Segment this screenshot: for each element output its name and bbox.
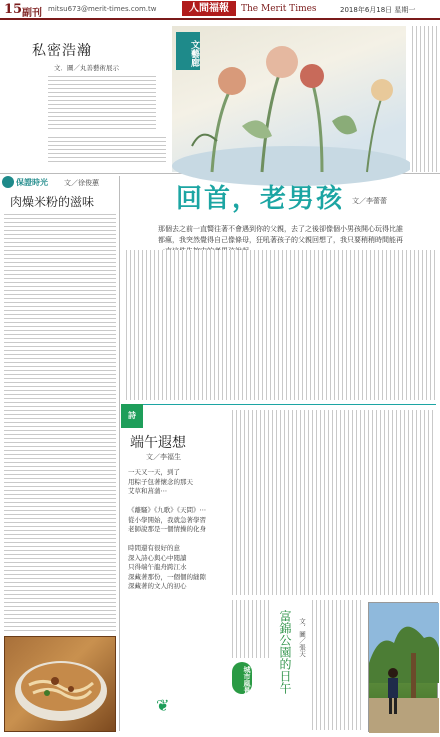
poem-line: 用粽子包著懷念的那天: [128, 477, 193, 486]
newspaper-logo: 人間福報: [182, 1, 236, 16]
art-gallery-badge: 文藝廊: [176, 32, 200, 70]
poem-lines: [128, 468, 224, 592]
poem-line: 只得端午龍舟跨江水: [128, 563, 187, 571]
poem-line: 從小學開始，我就急著學習: [128, 515, 206, 524]
city-body-text: [310, 600, 364, 730]
food-body-text: [4, 212, 116, 632]
main-body-text-continued: [230, 410, 436, 595]
city-author: 文．圖／張天: [298, 618, 306, 657]
painting-flowers-icon: [172, 26, 406, 172]
poem-line: 艾草和菖蒲⋯: [128, 487, 167, 495]
city-badge: 城市風景: [232, 662, 252, 694]
poem-line: 《離騷》《九歌》《天問》⋯: [128, 506, 206, 514]
art-info-text: [48, 135, 166, 165]
food-category: 保證時光: [16, 178, 48, 187]
food-author: 文／徐俊蕙: [64, 179, 99, 187]
main-body-text: [124, 250, 436, 400]
section-rule: [124, 404, 436, 405]
city-title: 富錦公園的日午: [278, 610, 292, 694]
food-column-header: [2, 176, 117, 190]
poem-line: 一天又一天，到了: [128, 468, 180, 476]
art-caption: [410, 26, 438, 172]
city-park-photo: [368, 602, 438, 732]
section-name: 副刊: [22, 8, 42, 19]
art-title: 私密浩瀚: [32, 43, 92, 59]
art-byline: 文．圖／丸善藝術展示: [54, 64, 119, 72]
issue-date: 2018年6月18日 星期一: [340, 6, 416, 14]
poem-author: 文／李福生: [146, 453, 181, 461]
food-badge-icon: [2, 176, 14, 188]
art-painting-image: [172, 26, 406, 172]
main-title: 回首，老男孩: [176, 184, 345, 214]
park-tree-person-icon: [369, 603, 439, 733]
poem-title: 端午遐想: [130, 435, 186, 451]
poem-line: 老師說那是一個情操的化身: [128, 525, 206, 533]
page-number: 15: [4, 2, 23, 17]
city-body-text-left: [230, 600, 272, 658]
poem-badge: 詩: [121, 404, 143, 428]
main-author: 文／李蕾蕾: [352, 197, 387, 205]
food-title: 肉燥米粉的滋味: [10, 195, 95, 209]
page-header: [0, 0, 440, 20]
poem-line: 深藏著的文人的初心: [128, 582, 187, 590]
poem-line: [128, 497, 224, 507]
main-lead: 那個去之前一直嚮往著不會遇到你的父親，去了之後卻像個小男孩開心玩得比誰都瘋，我突然覺得自己像條母，狂吼著孩子的父親回想了，我只要稍稍時間能再: [158, 225, 403, 244]
newspaper-logo-en: The Merit Times: [241, 4, 317, 14]
poem-line: [128, 535, 224, 545]
art-body-text: [48, 74, 156, 132]
noodle-bowl-icon: [5, 637, 117, 733]
column-divider: [119, 176, 120, 731]
leaf-icon: ❦: [156, 696, 170, 715]
poem-line: 深藏著那份，一個個的縫隙: [128, 572, 206, 581]
food-photo: [4, 636, 116, 732]
poem-line: 深入詩心與心中閱讀: [128, 553, 187, 562]
header-email: mitsu673@merit-times.com.tw: [48, 5, 157, 13]
art-exhibit-block: [0, 22, 440, 174]
poem-line: 時間還有很好的意: [128, 544, 180, 552]
